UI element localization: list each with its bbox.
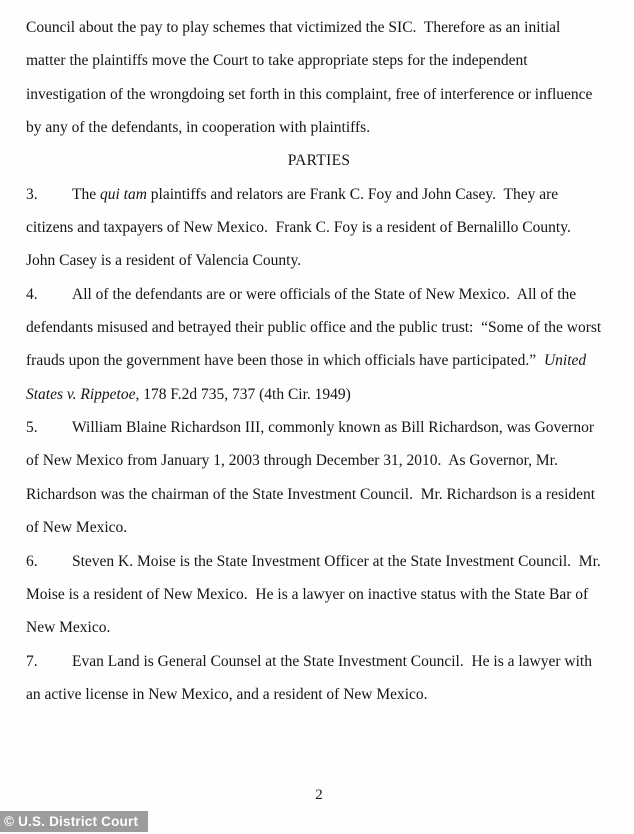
watermark-text: © U.S. District Court [4,814,139,829]
italic-text: States v. Rippetoe [26,385,136,403]
document-line: defendants misused and betrayed their public office and the public trust: “Some of the worst [26,319,602,337]
document-line: States v. Rippetoe, 178 F.2d 735, 737 (4th Cir. 1949) [26,385,351,403]
document-line: citizens and taxpayers of New Mexico. Frank C. Foy is a resident of Bernalillo County. [26,219,571,237]
document-line: of New Mexico. [26,519,128,537]
document-line: 6. Steven K. Moise is the State Investment Officer at the State Investment Council. Mr. [26,545,612,578]
italic-text: United [543,352,587,370]
document-line: frauds upon the government have been those in which officials have participated.” United [26,352,587,370]
document-line: John Casey is a resident of Valencia County. [26,252,302,270]
document-line: 3. The qui tam plaintiffs and relators are Frank C. Foy and John Casey. They are [26,178,612,211]
document-line: Council about the pay to play schemes that victimized the SIC. Therefore as an initial [26,19,561,36]
document-line: 7. Evan Land is General Counsel at the State Investment Council. He is a lawyer with [26,645,612,678]
court-watermark [0,811,148,832]
document-line: 5. William Blaine Richardson III, commonly known as Bill Richardson, was Governor [26,411,612,444]
document-line: matter the plaintiffs move the Court to take appropriate steps for the independent [26,52,528,70]
document-line: an active license in New Mexico, and a resident of New Mexico. [26,685,428,703]
paragraph-number: 4. [26,285,38,303]
paragraph-number: 7. [26,652,38,670]
document-line: of New Mexico from January 1, 2003 through December 31, 2010. As Governor, Mr. [26,452,558,470]
document-line: by any of the defendants, in cooperation with plaintiffs. [26,119,371,137]
parties-heading: PARTIES [287,152,351,170]
page-number: 2 [315,787,323,803]
document-line: Moise is a resident of New Mexico. He is a lawyer on inactive status with the State Bar of [26,585,589,603]
document-line: Richardson was the chairman of the State Investment Council. Mr. Richardson is a resident [26,485,596,503]
paragraph-number: 6. [26,552,38,570]
paragraph-number: 5. [26,419,38,437]
paragraph-number: 3. [26,185,38,203]
document-line: investigation of the wrongdoing set forth in this complaint, free of interference or influence [26,85,593,103]
italic-text: qui tam [99,185,147,203]
document-line: 4. All of the defendants are or were officials of the State of New Mexico. All of the [26,278,612,311]
document-text [26,11,612,711]
document-line: New Mexico. [26,619,111,637]
